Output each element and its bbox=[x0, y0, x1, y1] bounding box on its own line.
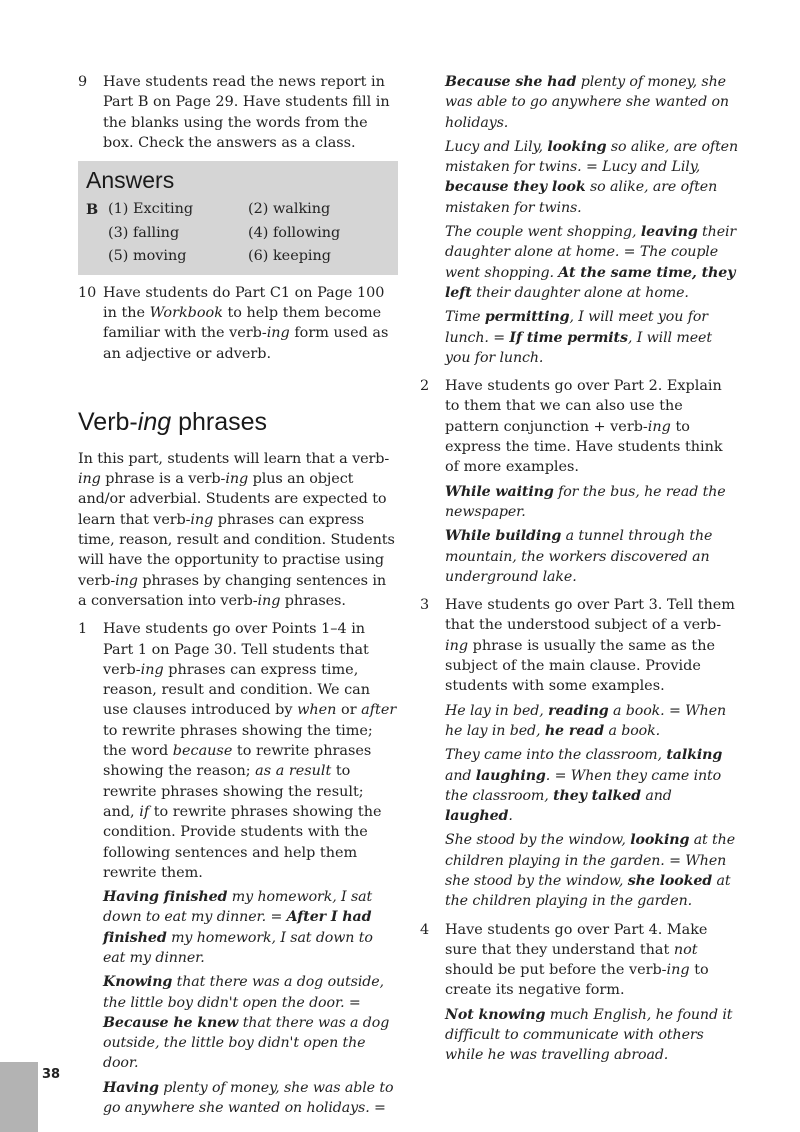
instruction-item-1: 1 Have students go over Points 1–4 in Part 1 on Page 30. Tell students that verb-ing phrases can express time, reason, result and condition. We can use clauses introduced by when or after to rewrite phrases showing the time; the word because to rewrite phrases showing the reason; as a result to rewrite phrases showing the result; and, if to rewrite phrases showing the condition. Provide students with the following sentences and help them rewrite them. bbox=[78, 621, 397, 881]
section-heading: Verb-ing phrases bbox=[78, 407, 268, 436]
answers-part-label: B bbox=[86, 201, 99, 219]
answer-cell: (4) following bbox=[248, 224, 341, 241]
example-sentence: While waiting for the bus, he read the newspaper. bbox=[445, 483, 726, 520]
page-number: 38 bbox=[42, 1067, 61, 1082]
instruction-item-4: 4 Have students go over Part 4. Make sure that they understand that not should be put before the verb-ing to create its negative form. bbox=[420, 921, 709, 999]
example-sentence: She stood by the window, looking at the children playing in the garden. = When she stood by the window, she looked at the children playing in the garden. bbox=[445, 832, 735, 910]
answers-box bbox=[78, 161, 398, 275]
example-sentence: Having plenty of money, she was able to go anywhere she wanted on holidays. = bbox=[103, 1079, 394, 1117]
instruction-item-2: 2 Have students go over Part 2. Explain to them that we can also use the pattern conjunction + verb-ing to express the time. Have students think of more examples. bbox=[420, 378, 723, 476]
answer-cell: (3) falling bbox=[108, 224, 180, 241]
answers-grid bbox=[86, 198, 390, 269]
intro-paragraph: In this part, students will learn that a verb-ing phrase is a verb-ing plus an object and/or adverbial. Students are expected to learn that verb-ing phrases can express time, reason, result and condition. Students will have the opportunity to practise using verb-ing phrases by changing sentences in a conversation into verb-ing phrases. bbox=[78, 450, 395, 609]
answer-cell: (1) Exciting bbox=[108, 201, 194, 218]
instruction-text: Have students read the news report in Part B on Page 29. Have students fill in the blanks using the words from the box. Check the answers as a class. bbox=[103, 74, 390, 151]
example-sentence: Having finished my homework, I sat down to eat my dinner. = After I had finished my homework, I sat down to eat my dinner. bbox=[103, 889, 373, 966]
answer-cell: (5) moving bbox=[108, 248, 187, 265]
example-sentence: Knowing that there was a dog outside, the little boy didn't open the door. = Because he knew that there was a dog outside, the little boy didn't open the door. bbox=[103, 974, 390, 1072]
example-sentence: While building a tunnel through the mountain, the workers discovered an underground lake. bbox=[445, 528, 713, 585]
example-sentence: The couple went shopping, leaving their daughter alone at home. = The couple went shopping. At the same time, they left their daughter alone at home. bbox=[445, 224, 737, 301]
example-sentence: They came into the classroom, talking and laughing. = When they came into the classroom, they talked and laughed. bbox=[445, 747, 723, 825]
right-column bbox=[420, 72, 738, 1066]
answer-cell: (2) walking bbox=[248, 201, 331, 218]
answer-cell: (6) keeping bbox=[248, 248, 332, 265]
example-sentence: Because she had plenty of money, she was able to go anywhere she wanted on holidays. bbox=[445, 74, 729, 131]
page-tab bbox=[0, 1062, 38, 1132]
example-sentence: Not knowing much English, he found it difficult to communicate with others while he was travelling abroad. bbox=[445, 1006, 733, 1064]
example-sentence: He lay in bed, reading a book. = When he lay in bed, he read a book. bbox=[445, 702, 727, 739]
example-sentence: Time permitting, I will meet you for lunch. = If time permits, I will meet you for lunch. bbox=[445, 309, 712, 366]
instruction-item-9: 9 Have students read the news report in Part B on Page 29. Have students fill in the blanks using the words from the box. Check the answers as a class. bbox=[78, 74, 390, 151]
instruction-item-10: 10 Have students do Part C1 on Page 100 in the Workbook to help them become familiar with the verb-ing form used as an adjective or adverb. bbox=[78, 284, 389, 362]
example-sentence: Lucy and Lily, looking so alike, are often mistaken for twins. = Lucy and Lily, because they look so alike, are often mistaken for twins. bbox=[445, 138, 739, 216]
left-column bbox=[78, 72, 398, 1118]
instruction-item-3: 3 Have students go over Part 3. Tell them that the understood subject of a verb-ing phrase is usually the same as the subject of the main clause. Provide students with some examples. bbox=[420, 597, 735, 695]
answers-title: Answers bbox=[86, 167, 175, 194]
